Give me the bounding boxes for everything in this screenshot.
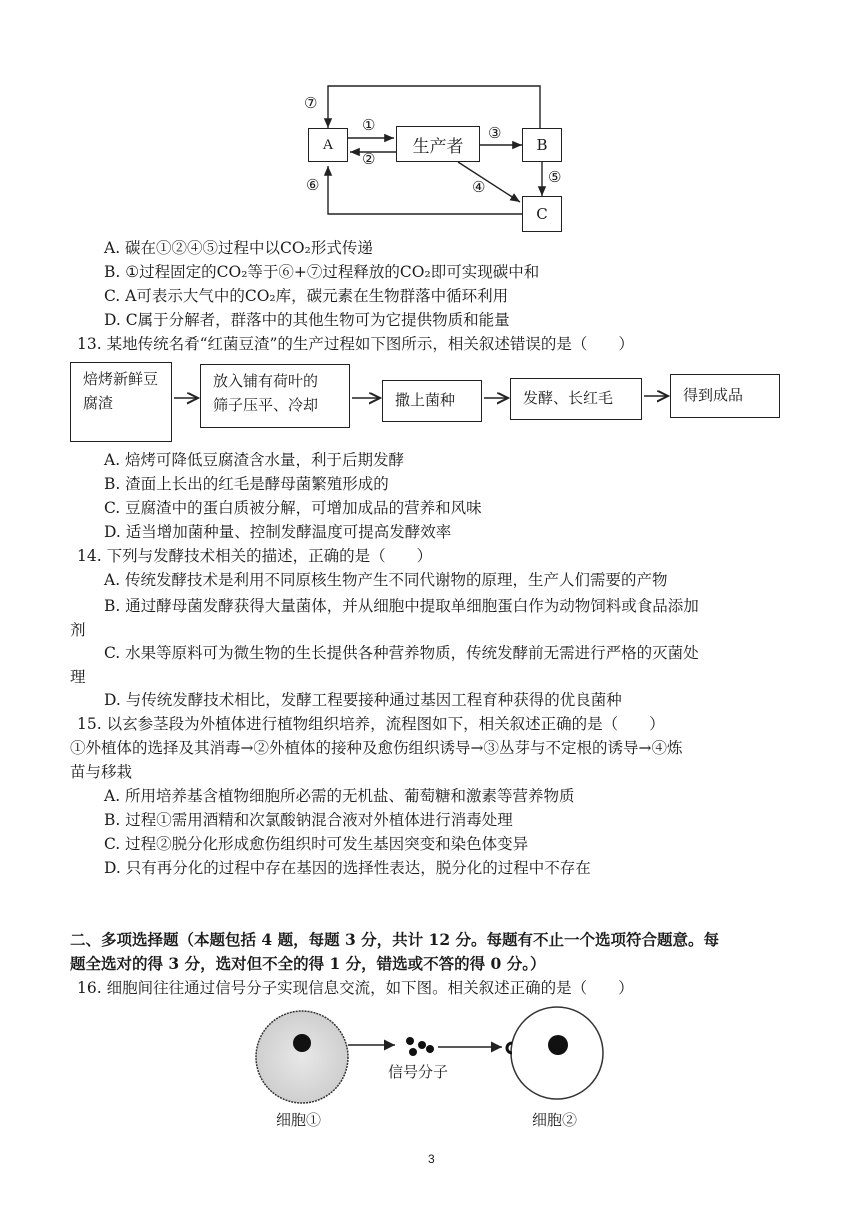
node-c: C xyxy=(522,196,562,232)
section2-heading-line1: 二、多项选择题（本题包括 4 题，每题 3 分，共计 12 分。每题有不止一个选项符合题意。每 xyxy=(70,930,720,949)
signal-molecule-diagram xyxy=(250,1005,610,1135)
flow-step-2-line2: 筛子压平、冷却 xyxy=(213,396,319,414)
q15-option-b: B. 过程①需用酒精和次氯酸钠混合液对外植体进行消毒处理 xyxy=(104,811,513,829)
q13-flowchart xyxy=(70,362,790,444)
q13-option-b: B. 渣面上长出的红毛是酵母菌繁殖形成的 xyxy=(104,475,389,493)
flow-step-3-line1: 撒上菌种 xyxy=(395,391,456,409)
q14-option-a: A. 传统发酵技术是利用不同原核生物产生不同代谢物的原理，生产人们需要的产物 xyxy=(104,571,668,589)
q12-option-a: A. 碳在①②④⑤过程中以CO₂形式传递 xyxy=(104,239,373,257)
q13-option-c: C. 豆腐渣中的蛋白质被分解，可增加成品的营养和风味 xyxy=(104,499,482,517)
q14-option-b: B. 通过酵母菌发酵获得大量菌体，并从细胞中提取单细胞蛋白作为动物饲料或食品添加 xyxy=(104,597,699,615)
q12-option-c: C. A可表示大气中的CO₂库，碳元素在生物群落中循环利用 xyxy=(104,287,509,305)
q14-option-c: C. 水果等原料可为微生物的生长提供各种营养物质，传统发酵前无需进行严格的灭菌处 xyxy=(104,644,699,662)
flow-step-2-line1: 放入铺有荷叶的 xyxy=(213,372,319,390)
arrow-label-7: ⑦ xyxy=(304,94,318,112)
arrow-label-3: ③ xyxy=(488,124,502,142)
q15-flow-line1: ①外植体的选择及其消毒→②外植体的接种及愈伤组织诱导→③丛芽与不定根的诱导→④炼 xyxy=(70,739,683,757)
q15-flow-line2: 苗与移栽 xyxy=(70,763,133,781)
page-number: 3 xyxy=(428,1152,435,1166)
node-a: A xyxy=(308,128,348,162)
arrow-label-2: ② xyxy=(362,150,376,168)
q13-option-a: A. 焙烤可降低豆腐渣含水量，利于后期发酵 xyxy=(104,451,405,469)
flow-step-4-line1: 发酵、长红毛 xyxy=(523,389,614,407)
q13-flow-arrows xyxy=(70,362,790,444)
carbon-cycle-diagram xyxy=(290,80,580,240)
q14-option-c-cont: 理 xyxy=(70,668,86,686)
q15-option-c: C. 过程②脱分化形成愈伤组织时可发生基因突变和染色体变异 xyxy=(104,835,529,853)
arrow-label-6: ⑥ xyxy=(306,176,320,194)
arrow-label-4: ④ xyxy=(472,178,486,196)
q14-option-b-cont: 剂 xyxy=(70,621,86,639)
q12-option-d: D. C属于分解者，群落中的其他生物可为它提供物质和能量 xyxy=(104,311,510,329)
cell1-label: 细胞① xyxy=(276,1111,322,1129)
arrow-label-1: ① xyxy=(362,116,376,134)
q13-stem: 13. 某地传统名肴“红菌豆渣”的生产过程如下图所示，相关叙述错误的是（ ） xyxy=(77,335,634,353)
q15-option-d: D. 只有再分化的过程中存在基因的选择性表达，脱分化的过程中不存在 xyxy=(104,859,591,877)
q12-option-b: B. ①过程固定的CO₂等于⑥+⑦过程释放的CO₂即可实现碳中和 xyxy=(104,263,540,281)
signal-molecule-label: 信号分子 xyxy=(388,1063,449,1081)
q16-stem: 16. 细胞间往往通过信号分子实现信息交流，如下图。相关叙述正确的是（ ） xyxy=(77,979,634,997)
cell2-label: 细胞② xyxy=(532,1111,578,1129)
node-producer: 生产者 xyxy=(396,126,480,162)
q15-option-a: A. 所用培养基含植物细胞所必需的无机盐、葡萄糖和激素等营养物质 xyxy=(104,787,575,805)
q14-option-d: D. 与传统发酵技术相比，发酵工程要接种通过基因工程育种获得的优良菌种 xyxy=(104,691,622,709)
q15-stem: 15. 以玄参茎段为外植体进行植物组织培养，流程图如下，相关叙述正确的是（ ） xyxy=(77,715,665,733)
q14-stem: 14. 下列与发酵技术相关的描述，正确的是（ ） xyxy=(77,547,433,565)
arrow-label-5: ⑤ xyxy=(548,168,562,186)
flow-step-5-line1: 得到成品 xyxy=(683,386,744,404)
flow-step-1-line1: 焙烤新鲜豆 xyxy=(83,370,159,388)
node-b: B xyxy=(522,128,562,162)
section2-heading-line2: 题全选对的得 3 分，选对但不全的得 1 分，错选或不答的得 0 分。） xyxy=(70,954,546,973)
q13-option-d: D. 适当增加菌种量、控制发酵温度可提高发酵效率 xyxy=(104,523,452,541)
flow-step-1-line2: 腐渣 xyxy=(83,394,114,412)
